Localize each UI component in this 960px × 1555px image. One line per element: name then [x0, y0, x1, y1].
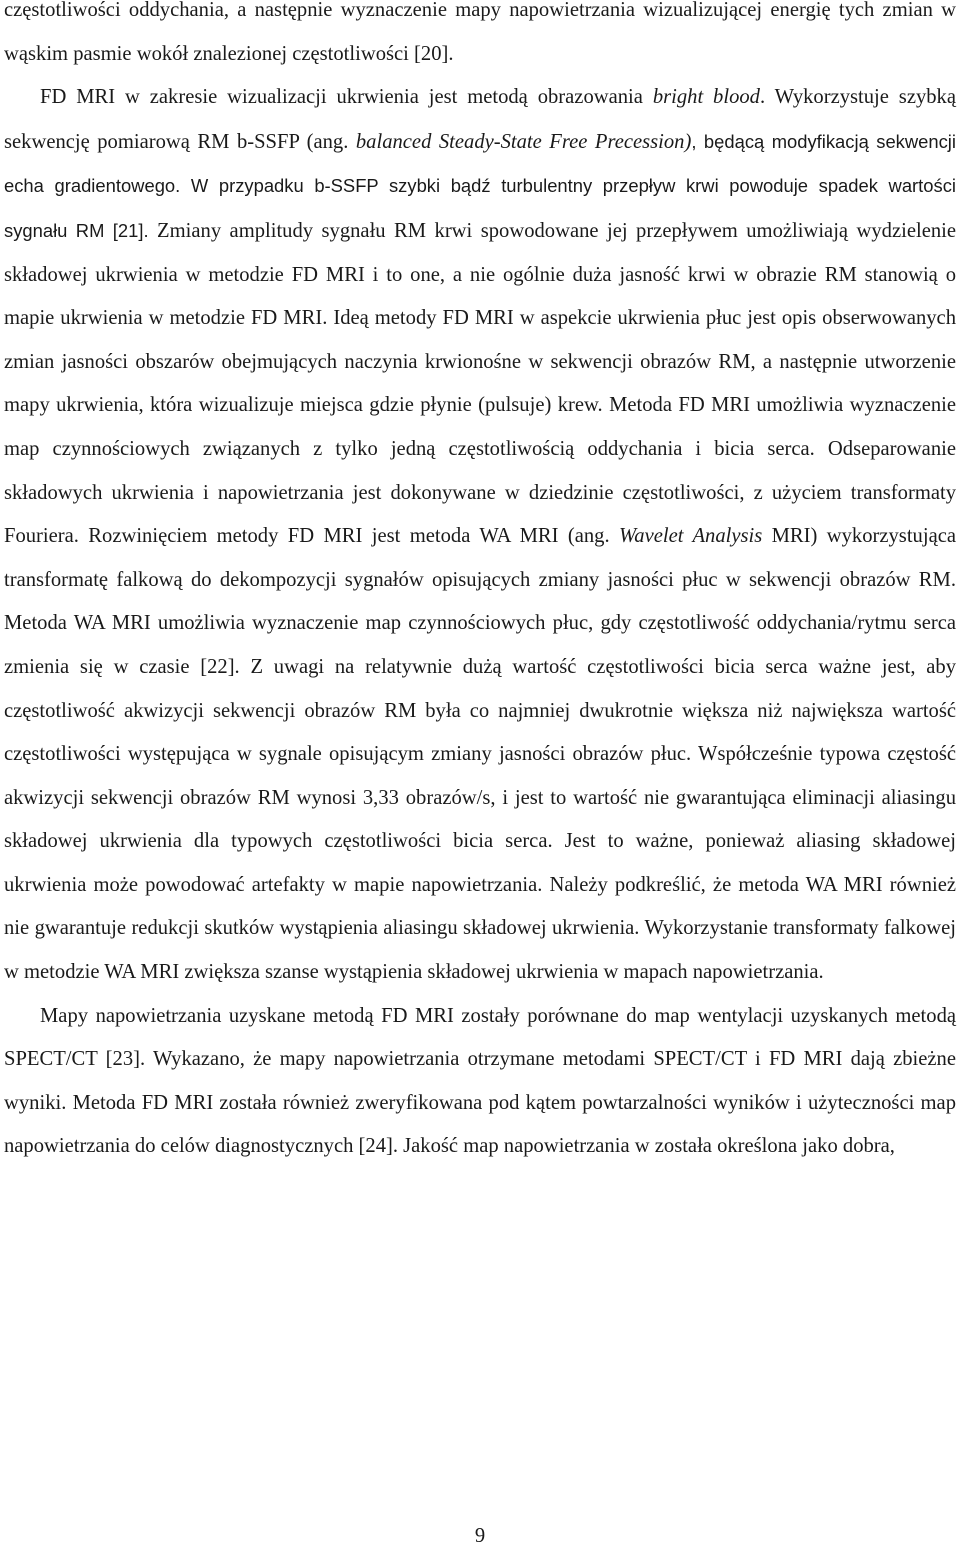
- italic-text: balanced Steady-State Free Precession): [355, 130, 692, 153]
- body-text: [4, 0, 956, 1169]
- page-number: 9: [474, 1525, 486, 1547]
- text-run: MRI) wykorzystująca transformatę falkową do dekompozycji sygnałów opisujących zmiany jasności płuc w sekwencji obrazów RM. Metoda WA MRI umożliwia wyznaczenie map czynnościowych płuc, gdy częstotliwość oddychania/rytmu serca zmienia się w czasie [22]. Z uwagi na relatywnie dużą wartość częstotliwości bicia serca ważne jest, aby częstotliwość akwizycji sekwencji obrazów RM była co najmniej dwukrotnie większa niż największa wartość częstotliwości występująca w sygnale opisującym zmiany jasności obrazów płuc. Współcześnie typowa częstość akwizycji sekwencji obrazów RM wynosi 3,33 obrazów/s, i jest to wartość nie gwarantująca eliminacji aliasingu składowej ukrwienia dla typowych częstotliwości bicia serca. Jest to ważne, ponieważ aliasing składowej ukrwienia może powodować artefakty w mapie napowietrzania. Należy podkreślić, że metoda WA MRI również nie gwarantuje redukcji skutków wystąpienia aliasingu składowej ukrwienia. Wykorzystanie transformaty falkowej w metodzie WA MRI zwiększa szanse wystąpienia składowej ukrwienia w mapach napowietrzania.: [4, 525, 956, 984]
- paragraph: [4, 76, 956, 994]
- text-run: Zmiany amplitudy sygnału RM krwi spowodowane jej przepływem umożliwiają wydzielenie składowej ukrwienia w metodzie FD MRI i to one, a nie ogólnie duża jasność krwi w obrazie RM stanowią o mapie ukrwienia w metodzie FD MRI. Ideą metody FD MRI w aspekcie ukrwienia płuc jest opis obserwowanych zmian jasności obszarów obejmujących naczynia krwionośne w sekwencji obrazów RM, a następnie utworzenie mapy ukrwienia, która wizualizuje miejsca gdzie płynie (pulsuje) krew. Metoda FD MRI umożliwia wyznaczenie map czynnościowych związanych z tylko jedną częstotliwością oddychania i bicia serca. Odseparowanie składowych ukrwienia i napowietrzania jest dokonywane w dziedzinie częstotliwości, z użyciem transformaty Fouriera. Rozwinięciem metody FD MRI jest metoda WA MRI (ang.: [4, 219, 956, 548]
- text-run: . Wykorzystuje szybką sekwencję pomiarową RM b-SSFP (ang.: [4, 86, 956, 153]
- italic-text: bright blood: [652, 86, 760, 109]
- italic-text: Wavelet Analysis: [619, 525, 763, 548]
- text-run: częstotliwości oddychania, a następnie wyznaczenie mapy napowietrzania wizualizującej energię tych zmian w wąskim pasmie wokół znalezionej częstotliwości [20].: [4, 0, 956, 65]
- paragraph: [4, 995, 956, 1169]
- text-run: Mapy napowietrzania uzyskane metodą FD MRI zostały porównane do map wentylacji uzyskanych metodą SPECT/CT [23]. Wykazano, że mapy napowietrzania otrzymane metodami SPECT/CT i FD MRI dają zbieżne wyniki. Metoda FD MRI została również zweryfikowana pod kątem powtarzalności wyników i użyteczności map napowietrzania do celów diagnostycznych [24]. Jakość map napowietrzania w została określona jako dobra,: [4, 1004, 956, 1158]
- text-run: FD MRI w zakresie wizualizacji ukrwienia jest metodą obrazowania: [40, 86, 653, 109]
- text-run: , będącą modyfikacją sekwencji echa gradientowego. W przypadku b-SSFP szybki bądź turbulentny przepływ krwi powoduje spadek wartości sygnału RM [21].: [4, 130, 956, 241]
- paragraph: [4, 0, 956, 76]
